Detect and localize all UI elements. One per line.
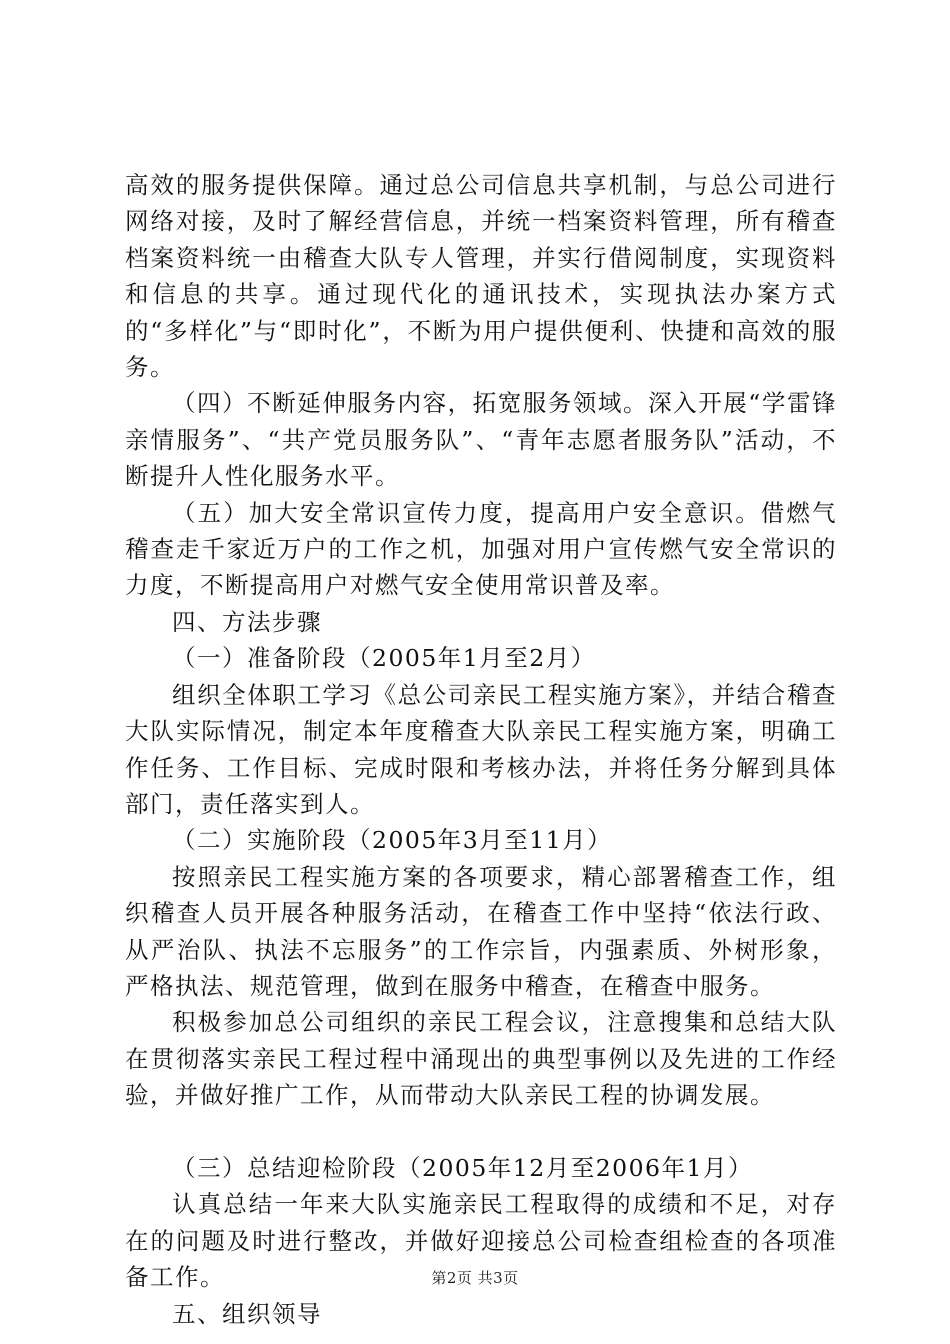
subheading-summary: （三）总结迎检阶段（2005年12月至2006年1月） xyxy=(172,1153,753,1182)
paragraph-item-4: （四）不断延伸服务内容，拓宽服务领域。深入开展“学雷锋亲情服务”、“共产党员服务队”、“青年志愿者服务队”活动，不断提升人性化服务水平。 xyxy=(125,389,837,491)
paragraph-preparation: 组织全体职工学习《总公司亲民工程实施方案》，并结合稽查大队实际情况，制定本年度稽查大队亲民工程实施方案，明确工作任务、工作目标、完成时限和考核办法，并将任务分解到具体部门，责任落实到人。 xyxy=(125,680,837,818)
subheading-implementation: （二）实施阶段（2005年3月至11月） xyxy=(172,826,613,855)
subheading-preparation: （一）准备阶段（2005年1月至2月） xyxy=(172,644,596,673)
paragraph-item-5: （五）加大安全常识宣传力度，提高用户安全意识。借燃气稽查走千家近万户的工作之机，加强对用户宣传燃气安全常识的力度，不断提高用户对燃气安全使用常识普及率。 xyxy=(125,498,837,600)
page-footer: 第2页 共3页 xyxy=(431,1269,519,1287)
paragraph-summary: 认真总结一年来大队实施亲民工程取得的成绩和不足，对存在的问题及时进行整改，并做好迎接总公司检查组检查的各项准备工作。 xyxy=(125,1190,837,1292)
blank-line xyxy=(125,1114,837,1150)
section-heading-leadership: 五、组织领导 xyxy=(172,1299,322,1328)
paragraph-implementation: 按照亲民工程实施方案的各项要求，精心部署稽查工作，组织稽查人员开展各种服务活动，在稽查工作中坚持“依法行政、从严治队、执法不忘服务”的工作宗旨，内强素质、外树形象，严格执法、规范管理，做到在服务中稽查，在稽查中服务。 xyxy=(125,862,837,1000)
document-body xyxy=(125,167,837,1332)
section-heading-methods: 四、方法步骤 xyxy=(172,607,322,636)
paragraph-meetings: 积极参加总公司组织的亲民工程会议，注意搜集和总结大队在贯彻落实亲民工程过程中涌现出的典型事例以及先进的工作经验，并做好推广工作，从而带动大队亲民工程的协调发展。 xyxy=(125,1008,837,1110)
paragraph-continued: 高效的服务提供保障。通过总公司信息共享机制，与总公司进行网络对接，及时了解经营信息，并统一档案资料管理，所有稽查档案资料统一由稽查大队专人管理，并实行借阅制度，实现资料和信息的共享。通过现代化的通讯技术，实现执法办案方式的“多样化”与“即时化”，不断为用户提供便利、快捷和高效的服务。 xyxy=(125,171,837,382)
